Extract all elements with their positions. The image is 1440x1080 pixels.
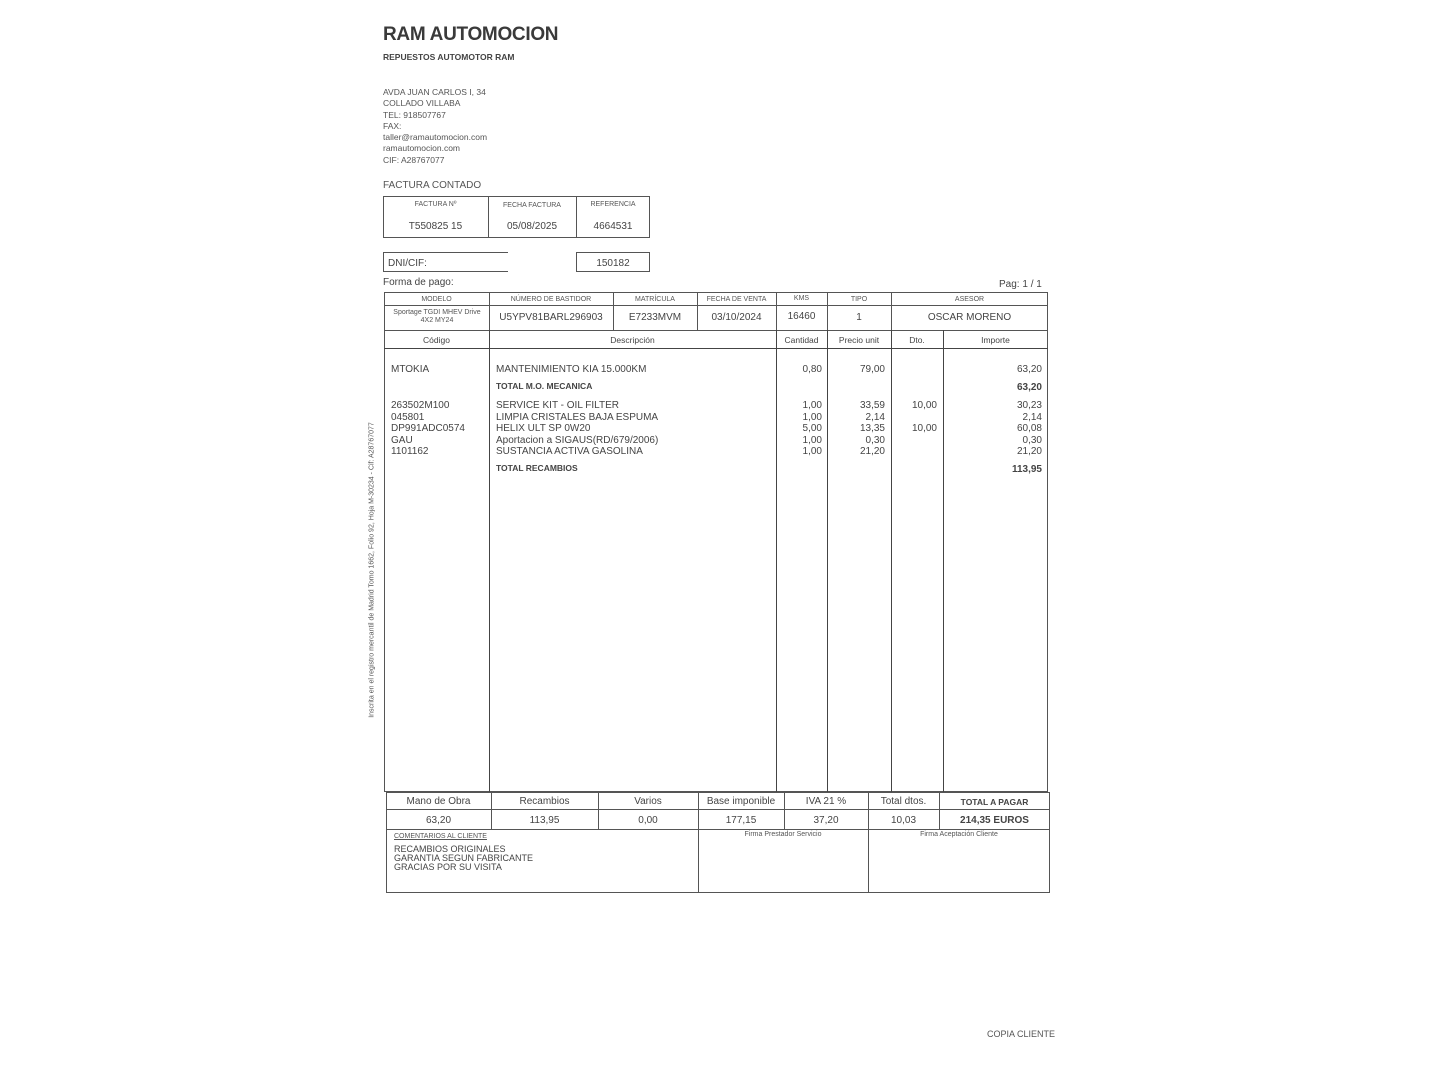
totals-header-labour: Mano de Obra — [406, 796, 471, 807]
labour-qty: 0,80 — [802, 364, 822, 375]
col-header-discount: Dto. — [909, 335, 925, 345]
divider — [384, 330, 1048, 331]
vehicle-header-plate: MATRÍCULA — [635, 296, 675, 303]
divider — [698, 792, 699, 893]
parts-discounts: 10,00 10,00 — [911, 400, 937, 435]
totals-header-vat: IVA 21 % — [805, 796, 847, 807]
divider — [384, 348, 1048, 349]
vehicle-kms: 16460 — [787, 311, 816, 322]
signature-provider: Firma Prestador Servicio — [744, 831, 822, 838]
labour-amount: 63,20 — [1016, 364, 1042, 375]
labour-total: 63,20 — [1016, 382, 1042, 393]
page-indicator: Pag: 1 / 1 — [999, 279, 1042, 290]
payment-label: Forma de pago: — [383, 277, 454, 288]
signature-client: Firma Aceptación Cliente — [920, 831, 998, 838]
vehicle-plate: E7233MVM — [628, 312, 682, 323]
col-header-price: Precio unit — [838, 335, 880, 345]
dni-label: DNI/CIF: — [388, 258, 427, 269]
registry-note: Inscrita en el registro mercantil de Madrid Tomo 1662, Folio 92, Hoja M-30234 - Cif: A28767077 — [368, 422, 376, 718]
redaction — [508, 251, 576, 273]
labour-description: MANTENIMIENTO KIA 15.000KM — [496, 364, 647, 375]
labour-code: MTOKIA — [391, 364, 430, 375]
totals-vat: 37,20 — [813, 815, 839, 826]
parts-total: 113,95 — [1011, 464, 1042, 475]
vehicle-header-kms: KMS — [793, 295, 810, 302]
address-line: TEL: 918507767 — [383, 109, 446, 120]
comments-text: RECAMBIOS ORIGINALES GARANTIA SEGUN FABRICANTE GRACIAS POR SU VISITA — [394, 844, 534, 873]
vehicle-type: 1 — [856, 312, 862, 323]
parts-qtys: 1,00 1,00 5,00 1,00 1,00 — [802, 400, 822, 458]
address-line: taller@ramautomocion.com — [383, 132, 488, 143]
dni-code: 150182 — [596, 258, 630, 269]
address-line: FAX: — [383, 120, 402, 131]
invoice-date: 05/08/2025 — [506, 221, 558, 232]
invoice-number: T550825 15 — [408, 221, 463, 232]
col-header-amount: Importe — [981, 335, 1010, 345]
parts-descriptions: SERVICE KIT - OIL FILTER LIMPIA CRISTALES BAJA ESPUMA HELIX ULT SP 0W20 Aportacion a SIGAUS(RD/679/2006) SUSTANCIA ACTIVA GASOLINA — [496, 400, 659, 458]
vehicle-header-type: TIPO — [850, 296, 868, 303]
invoice-number-header: FACTURA Nº — [414, 201, 457, 208]
totals-header-base: Base imponible — [706, 796, 776, 807]
vehicle-header-model: MODELO — [421, 296, 452, 303]
col-header-description: Descripción — [610, 335, 655, 345]
totals-table — [386, 792, 1050, 893]
vehicle-model: Sportage TGDI MHEV Drive 4X2 MY24 — [393, 309, 481, 324]
company-address — [383, 87, 487, 166]
vehicle-header-advisor: ASESOR — [954, 296, 985, 303]
address-line: CIF: A28767077 — [383, 154, 445, 165]
divider — [386, 809, 1050, 810]
totals-labour: 63,20 — [425, 815, 452, 826]
labour-price: 79,00 — [859, 364, 885, 375]
vehicle-header-sale-date: FECHA DE VENTA — [706, 296, 767, 303]
totals-parts: 113,95 — [529, 815, 560, 826]
address-line: ramautomocion.com — [383, 143, 461, 154]
col-header-code: Código — [423, 335, 450, 345]
vehicle-advisor: OSCAR MORENO — [927, 312, 1012, 323]
address-line: AVDA JUAN CARLOS I, 34 — [383, 87, 486, 97]
divider — [489, 330, 490, 792]
totals-header-grand-total: TOTAL A PAGAR — [960, 797, 1029, 807]
comments-label: COMENTARIOS AL CLIENTE — [394, 833, 487, 840]
invoice-reference-header: REFERENCIA — [590, 201, 636, 208]
parts-total-label: TOTAL RECAMBIOS — [496, 463, 578, 473]
divider — [386, 829, 1050, 830]
vehicle-vin: U5YPV81BARL296903 — [499, 312, 603, 323]
invoice-reference: 4664531 — [593, 221, 633, 232]
labour-total-label: TOTAL M.O. MECANICA — [496, 381, 593, 391]
totals-misc: 0,00 — [638, 815, 658, 826]
totals-header-discounts: Total dtos. — [880, 796, 927, 807]
invoice-date-header: FECHA FACTURA — [503, 202, 561, 209]
divider — [868, 792, 869, 893]
parts-prices: 33,59 2,14 13,35 0,30 21,20 — [859, 400, 885, 458]
col-header-qty: Cantidad — [784, 335, 819, 345]
totals-grand-total: 214,35 EUROS — [960, 815, 1029, 826]
company-subtitle: REPUESTOS AUTOMOTOR RAM — [383, 52, 515, 62]
parts-amounts: 30,23 2,14 60,08 0,30 21,20 — [1016, 400, 1042, 458]
address-line: COLLADO VILLABA — [383, 98, 461, 109]
company-name: RAM AUTOMOCION — [383, 24, 559, 45]
divider — [384, 305, 1048, 306]
totals-header-parts: Recambios — [519, 796, 570, 807]
copy-label: COPIA CLIENTE — [987, 1029, 1056, 1039]
parts-codes: 263502M100 045801 DP991ADC0574 GAU 1101162 — [391, 400, 465, 458]
invoice-type: FACTURA CONTADO — [383, 180, 482, 191]
totals-header-misc: Varios — [634, 796, 662, 807]
totals-base: 177,15 — [725, 815, 757, 826]
vehicle-header-vin: NÚMERO DE BASTIDOR — [510, 296, 592, 303]
totals-discounts: 10,03 — [890, 815, 917, 826]
vehicle-sale-date: 03/10/2024 — [711, 312, 762, 323]
